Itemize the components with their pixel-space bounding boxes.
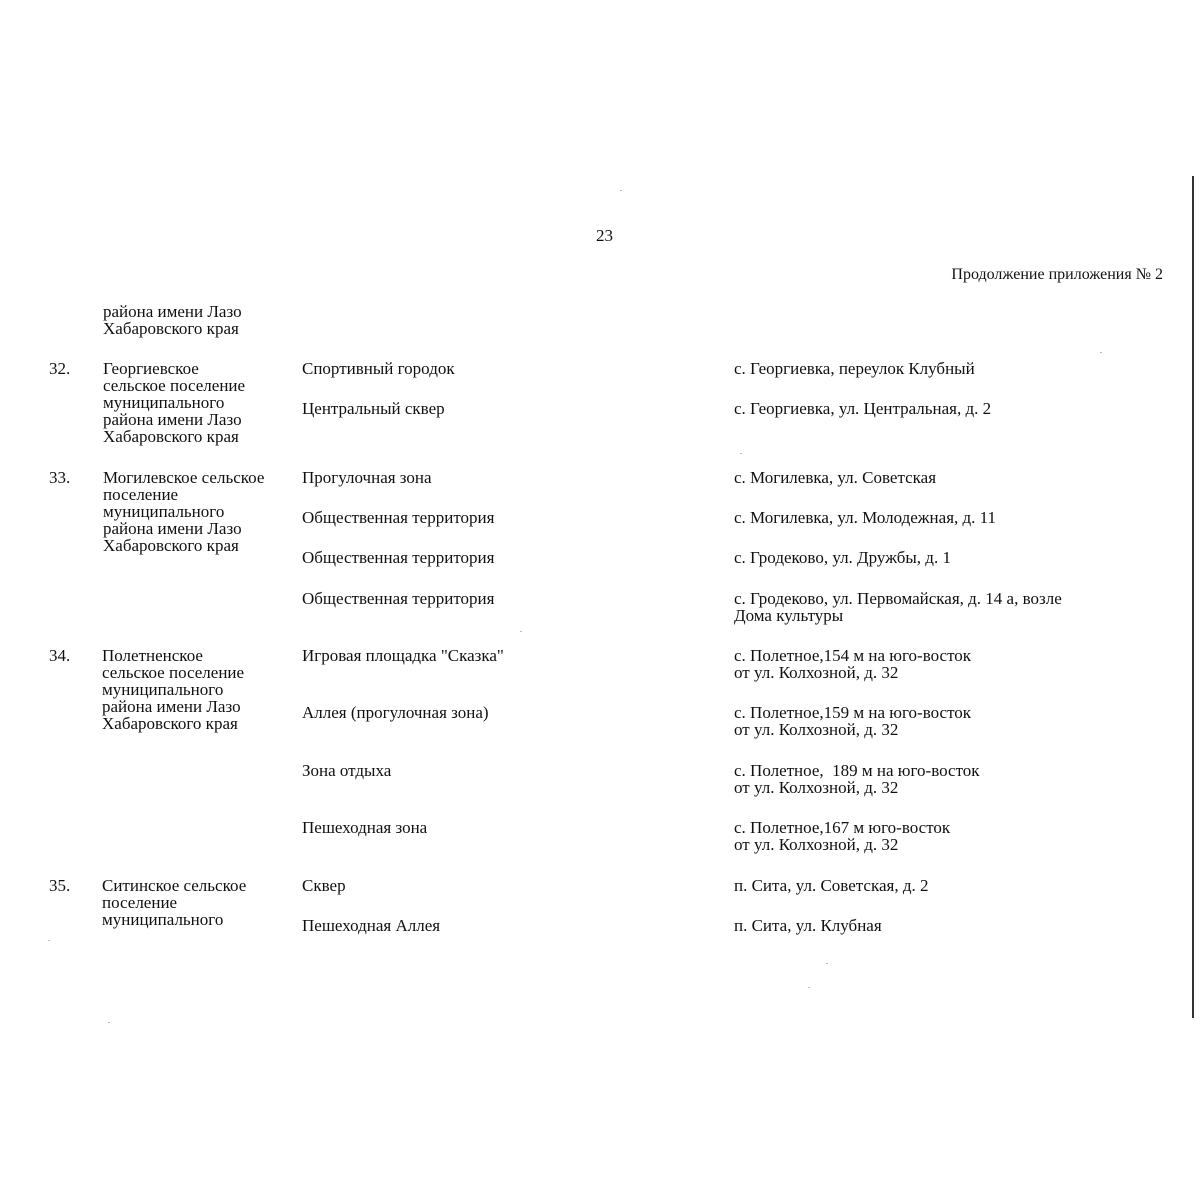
scan-edge-line bbox=[1192, 176, 1194, 1018]
scan-speck bbox=[808, 987, 810, 988]
object-address: от ул. Колхозной, д. 32 bbox=[734, 778, 899, 797]
row-number: 33. bbox=[49, 468, 71, 487]
municipality-line: района имени Лазо bbox=[103, 302, 242, 321]
municipality-line: Хабаровского края bbox=[102, 714, 238, 733]
municipality-line: района имени Лазо bbox=[102, 697, 241, 716]
object-address: с. Могилевка, ул. Советская bbox=[734, 468, 937, 487]
municipality-line: района имени Лазо bbox=[103, 410, 242, 429]
object-address: с. Георгиевка, переулок Клубный bbox=[734, 359, 975, 378]
municipality-line: муниципального bbox=[103, 393, 225, 412]
object-address: с. Могилевка, ул. Молодежная, д. 11 bbox=[734, 508, 997, 527]
object-address: Дома культуры bbox=[734, 606, 844, 625]
municipality-line: поселение bbox=[102, 893, 178, 912]
scan-speck bbox=[520, 631, 522, 632]
municipality-line: Георгиевское bbox=[103, 359, 199, 378]
object-name: Игровая площадка "Сказка" bbox=[302, 646, 504, 665]
object-name: Сквер bbox=[302, 876, 346, 895]
object-name: Аллея (прогулочная зона) bbox=[302, 703, 489, 722]
scan-speck bbox=[108, 1022, 110, 1023]
object-name: Прогулочная зона bbox=[302, 468, 432, 487]
appendix-note: Продолжение приложения № 2 bbox=[951, 266, 1163, 283]
municipality-line: муниципального bbox=[102, 680, 224, 699]
object-name: Общественная территория bbox=[302, 589, 495, 608]
object-name: Общественная территория bbox=[302, 508, 495, 527]
object-address: с. Полетное,154 м на юго-восток bbox=[734, 646, 972, 665]
object-address: п. Сита, ул. Советская, д. 2 bbox=[734, 876, 929, 895]
object-name: Зона отдыха bbox=[302, 761, 392, 780]
municipality-line: сельское поселение bbox=[102, 663, 245, 682]
page-number: 23 bbox=[596, 226, 613, 245]
object-address: от ул. Колхозной, д. 32 bbox=[734, 663, 899, 682]
object-address: от ул. Колхозной, д. 32 bbox=[734, 720, 899, 739]
object-name: Спортивный городок bbox=[302, 359, 455, 378]
scan-speck bbox=[740, 453, 742, 454]
scan-speck bbox=[826, 963, 828, 964]
scan-speck bbox=[1100, 352, 1102, 353]
municipality-line: Хабаровского края bbox=[103, 536, 239, 555]
object-address: с. Георгиевка, ул. Центральная, д. 2 bbox=[734, 399, 992, 418]
scan-speck bbox=[48, 940, 50, 941]
row-number: 32. bbox=[49, 359, 71, 378]
municipality-line: Полетненское bbox=[102, 646, 203, 665]
municipality-line: муниципального bbox=[102, 910, 224, 929]
row-number: 34. bbox=[49, 646, 71, 665]
municipality-line: Хабаровского края bbox=[103, 427, 239, 446]
object-address: от ул. Колхозной, д. 32 bbox=[734, 835, 899, 854]
municipality-line: Хабаровского края bbox=[103, 319, 239, 338]
object-address: с. Полетное,159 м на юго-восток bbox=[734, 703, 972, 722]
row-number: 35. bbox=[49, 876, 71, 895]
scan-speck bbox=[620, 190, 622, 191]
object-name: Центральный сквер bbox=[302, 399, 445, 418]
object-address: с. Гродеково, ул. Дружбы, д. 1 bbox=[734, 548, 951, 567]
municipality-line: Могилевское сельское bbox=[103, 468, 265, 487]
object-address: с. Полетное,167 м юго-восток bbox=[734, 818, 951, 837]
municipality-line: сельское поселение bbox=[103, 376, 246, 395]
municipality-line: муниципального bbox=[103, 502, 225, 521]
municipality-line: Ситинское сельское bbox=[102, 876, 247, 895]
object-name: Общественная территория bbox=[302, 548, 495, 567]
object-name: Пешеходная Аллея bbox=[302, 916, 441, 935]
object-address: с. Полетное, 189 м на юго-восток bbox=[734, 761, 980, 780]
object-address: п. Сита, ул. Клубная bbox=[734, 916, 882, 935]
object-address: с. Гродеково, ул. Первомайская, д. 14 а, возле bbox=[734, 589, 1062, 608]
municipality-line: поселение bbox=[103, 485, 179, 504]
object-name: Пешеходная зона bbox=[302, 818, 428, 837]
municipality-line: района имени Лазо bbox=[103, 519, 242, 538]
